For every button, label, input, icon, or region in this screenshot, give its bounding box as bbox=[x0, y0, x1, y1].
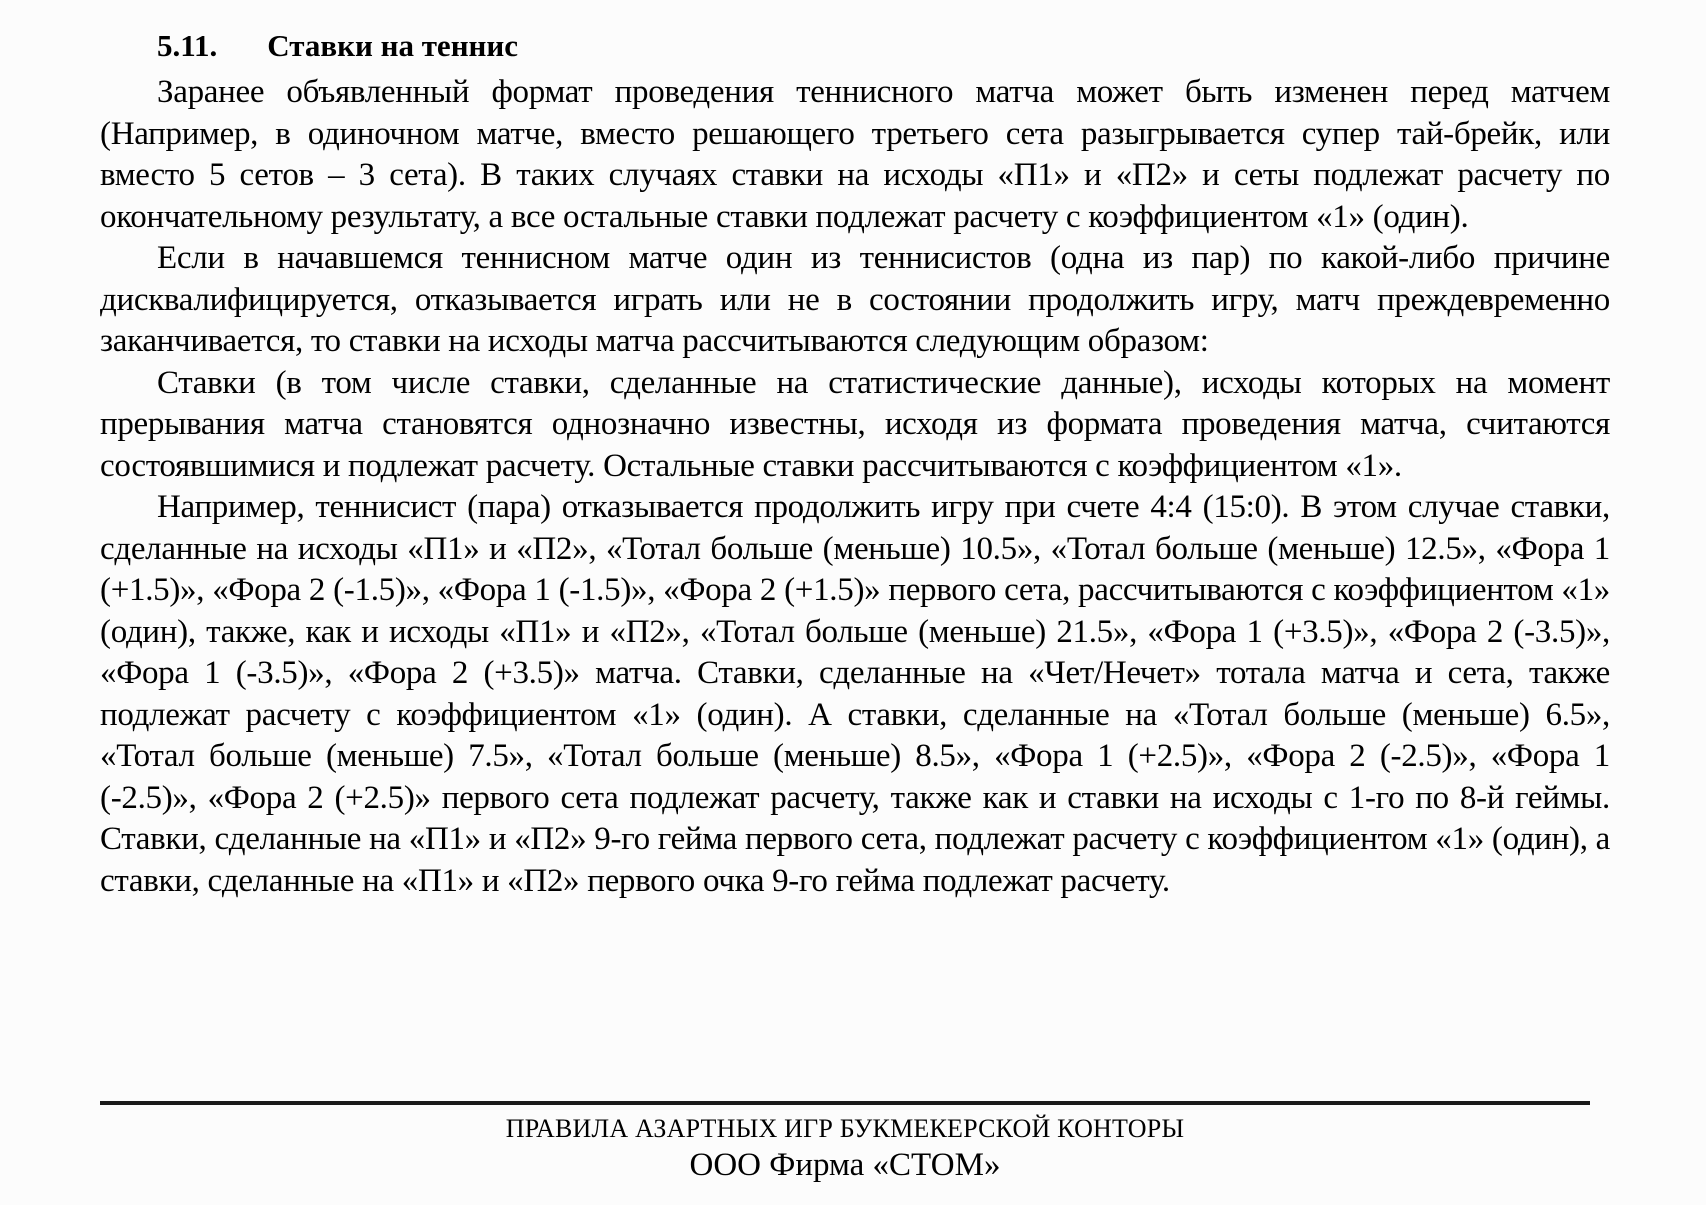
document-body bbox=[100, 26, 1610, 902]
paragraph-settlement-rule: Ставки (в том числе ставки, сделанные на статистические данные), исходы которых на момент прерывания матча становятся однозначно известны, исходя из формата проведения матча, считаются состоявшимися и подлежат расчету. Остальные ставки рассчитываются с коэффициентом «1». bbox=[100, 364, 1610, 484]
footer-company-name: ООО Фирма «СТОМ» bbox=[689, 1147, 1001, 1183]
paragraph-disqualification-rule: Если в начавшемся теннисном матче один из теннисистов (одна из пар) по какой-либо причине дисквалифицируется, отказывается играть или не в состоянии продолжить игру, матч преждевременно заканчивается, то ставки на исходы матча рассчитываются следующим образом: bbox=[100, 240, 1610, 359]
paragraph-format-change: Заранее объявленный формат проведения теннисного матча может быть изменен перед матчем (Например, в одиночном матче, вместо решающего третьего сета разыгрывается супер тай-брейк, или вместо 5 сетов – 3 сета). В таких случаях ставки на исходы «П1» и «П2» и сеты подлежат расчету по окончательному результату, а все остальные ставки подлежат расчету с коэффициентом «1» (один). bbox=[100, 74, 1610, 235]
page-footer bbox=[100, 1101, 1590, 1185]
paragraph-example: Например, теннисист (пара) отказывается продолжить игру при счете 4:4 (15:0). В этом случае ставки, сделанные на исходы «П1» и «П2», «Тотал больше (меньше) 10.5», «Тотал больше (меньше) 12.5», «Фора 1 (+1.5)», «Фора 2 (-1.5)», «Фора 1 (-1.5)», «Фора 2 (+1.5)» первого сета, рассчитываются с коэффициентом «1» (один), также, как и исходы «П1» и «П2», «Тотал больше (меньше) 21.5», «Фора 1 (+3.5)», «Фора 2 (-3.5)», «Фора 1 (-3.5)», «Фора 2 (+3.5)» матча. Ставки, сделанные на «Чет/Нечет» тотала матча и сета, также подлежат расчету с коэффициентом «1» (один). А ставки, сделанные на «Тотал больше (меньше) 6.5», «Тотал больше (меньше) 7.5», «Тотал больше (меньше) 8.5», «Фора 1 (+2.5)», «Фора 2 (-2.5)», «Фора 1 (-2.5)», «Фора 2 (+2.5)» первого сета подлежат расчету, также как и ставки на исходы с 1-го по 8-й геймы. Ставки, сделанные на «П1» и «П2» 9-го гейма первого сета, подлежат расчету с коэффициентом «1» (один), а ставки, сделанные на «П1» и «П2» первого очка 9-го гейма подлежат расчету. bbox=[100, 489, 1610, 899]
section-title: Ставки на теннис bbox=[267, 28, 519, 63]
footer-divider bbox=[100, 1101, 1590, 1105]
footer-rules-title: ПРАВИЛА АЗАРТНЫХ ИГР БУКМЕКЕРСКОЙ КОНТОРЫ bbox=[505, 1114, 1185, 1143]
section-heading bbox=[100, 26, 1610, 66]
section-number: 5.11. bbox=[157, 28, 218, 63]
